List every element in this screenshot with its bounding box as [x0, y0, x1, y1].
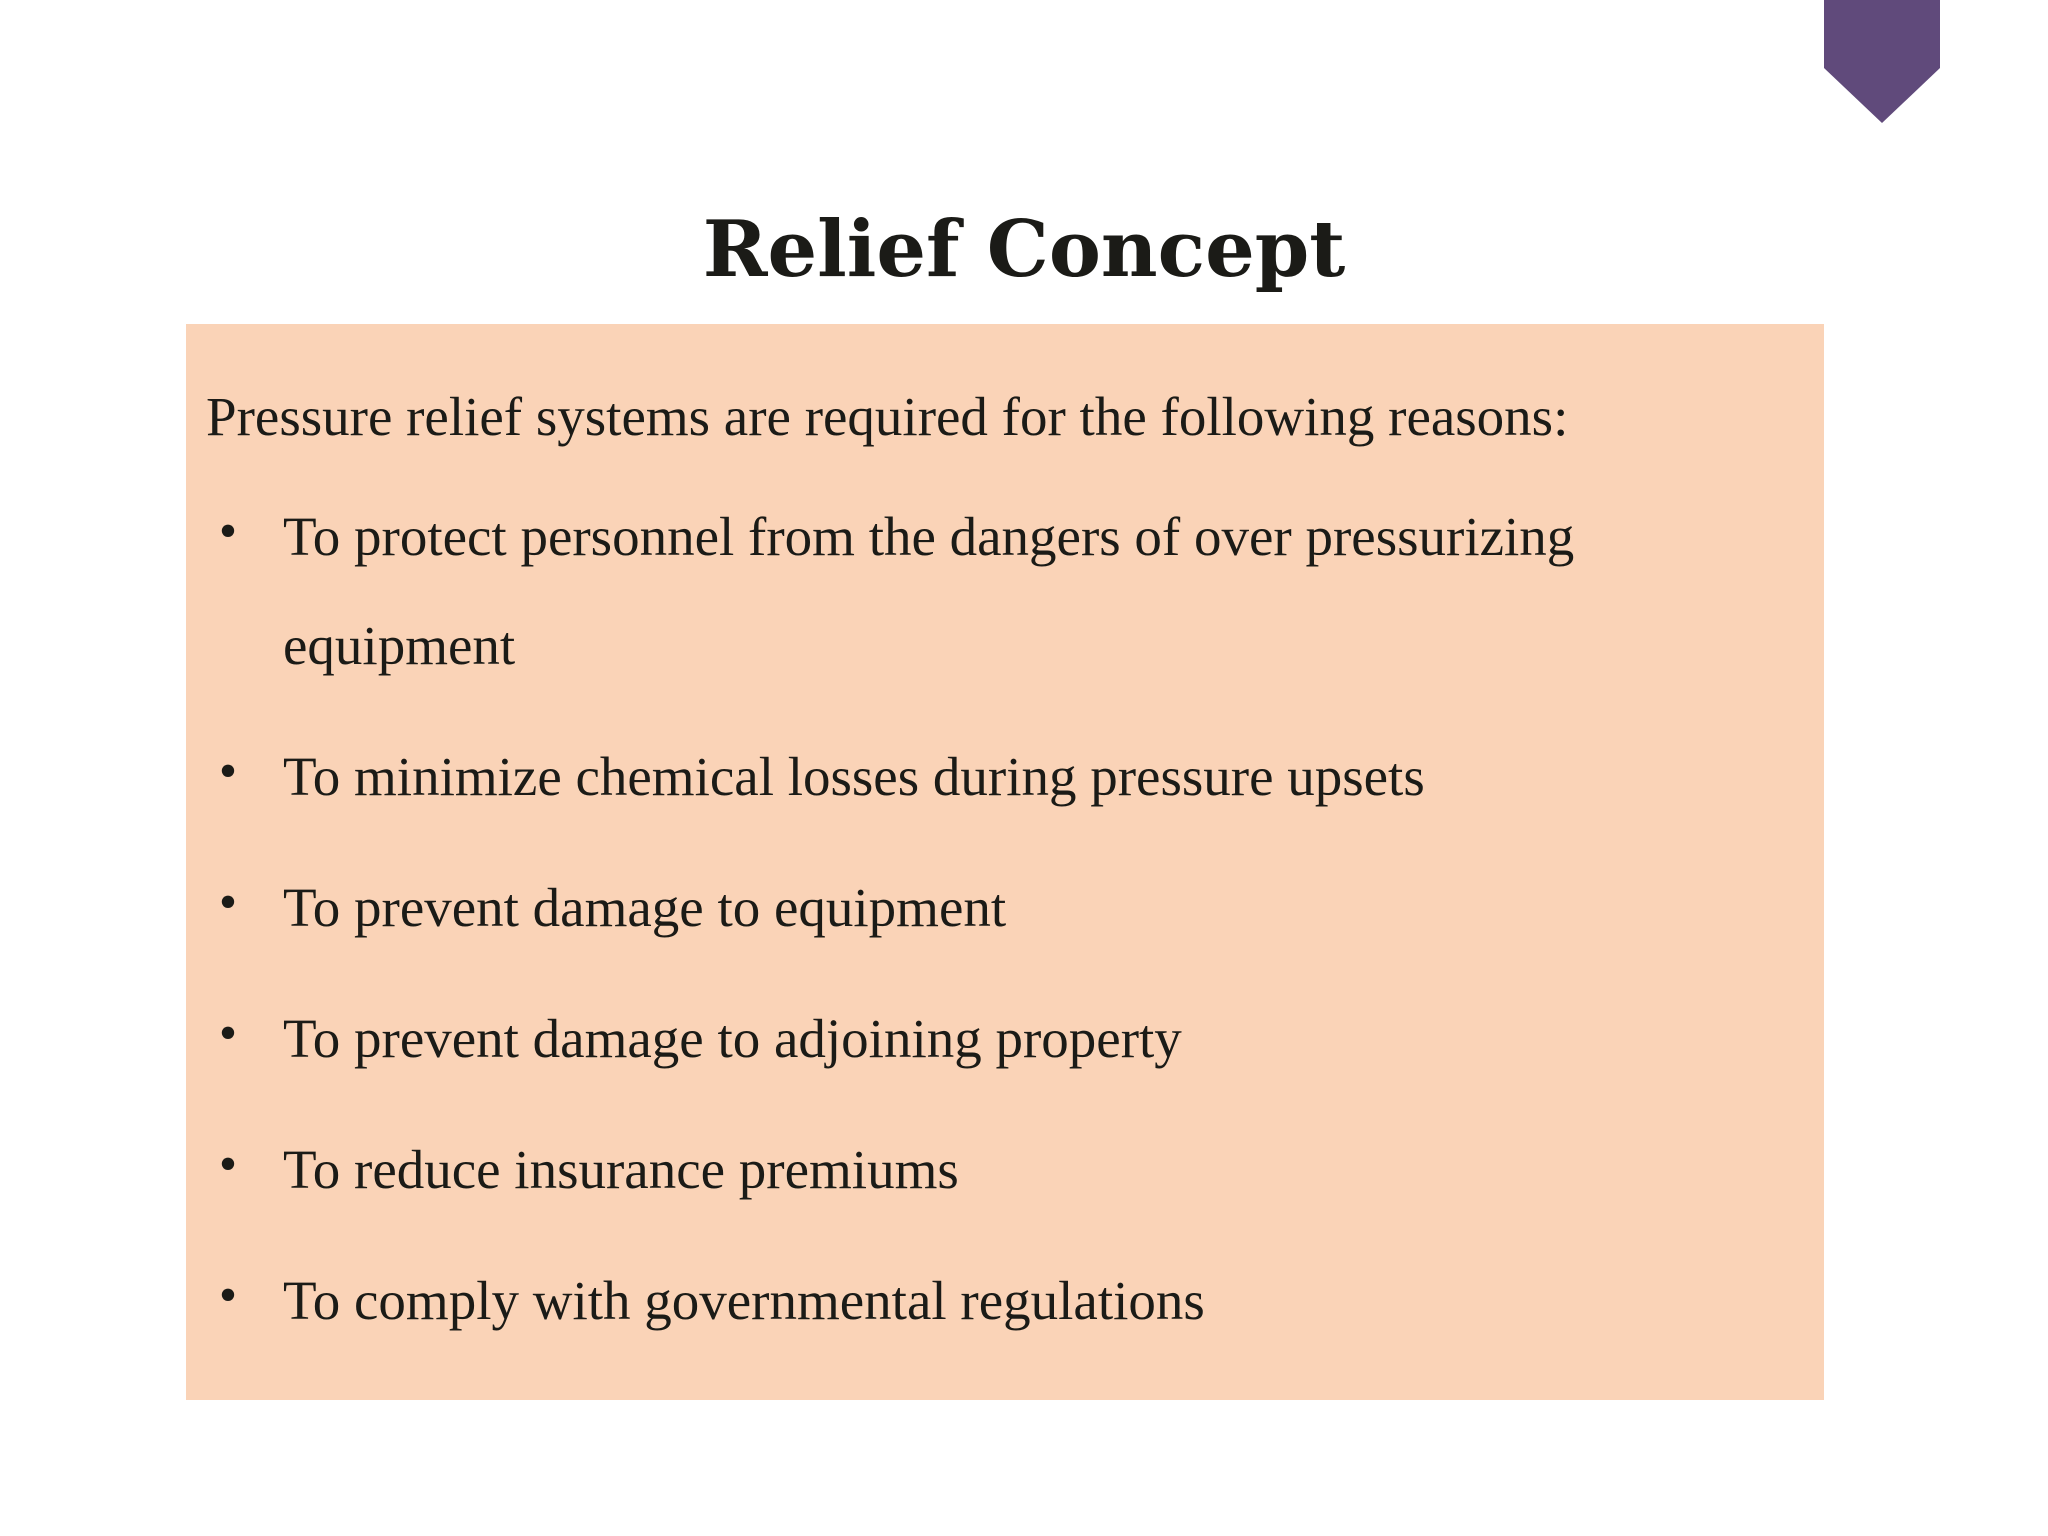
bullet-text: To reduce insurance premiums: [283, 1139, 959, 1200]
bullet-item-comply-regulations: [186, 1246, 1824, 1355]
bullet-list: [186, 482, 1824, 1377]
bullet-text: To prevent damage to equipment: [283, 877, 1007, 938]
bullet-text: To prevent damage to adjoining property: [283, 1008, 1182, 1069]
bullet-text: To minimize chemical losses during pressure upsets: [283, 746, 1425, 807]
content-box: [186, 324, 1824, 1400]
intro-text: Pressure relief systems are required for the following reasons:: [206, 386, 1569, 447]
bullet-text: To protect personnel from the dangers of over pressurizing equipment: [283, 506, 1575, 676]
bullet-item-protect-personnel: [186, 482, 1824, 700]
bullet-item-minimize-losses: [186, 722, 1824, 831]
bullet-icon: •: [218, 1267, 238, 1324]
bookmark-ribbon-icon: [1824, 0, 1940, 123]
bullet-icon: •: [218, 743, 238, 800]
slide-title: Relief Concept: [702, 204, 1346, 296]
bullet-icon: •: [218, 874, 238, 931]
bullet-item-reduce-premiums: [186, 1115, 1824, 1224]
bullet-text: To comply with governmental regulations: [283, 1270, 1205, 1331]
bullet-icon: •: [218, 1005, 238, 1062]
bullet-icon: •: [218, 1136, 238, 1193]
bullet-item-prevent-property-damage: [186, 984, 1824, 1093]
bullet-icon: •: [218, 503, 238, 560]
bullet-item-prevent-equipment-damage: [186, 853, 1824, 962]
